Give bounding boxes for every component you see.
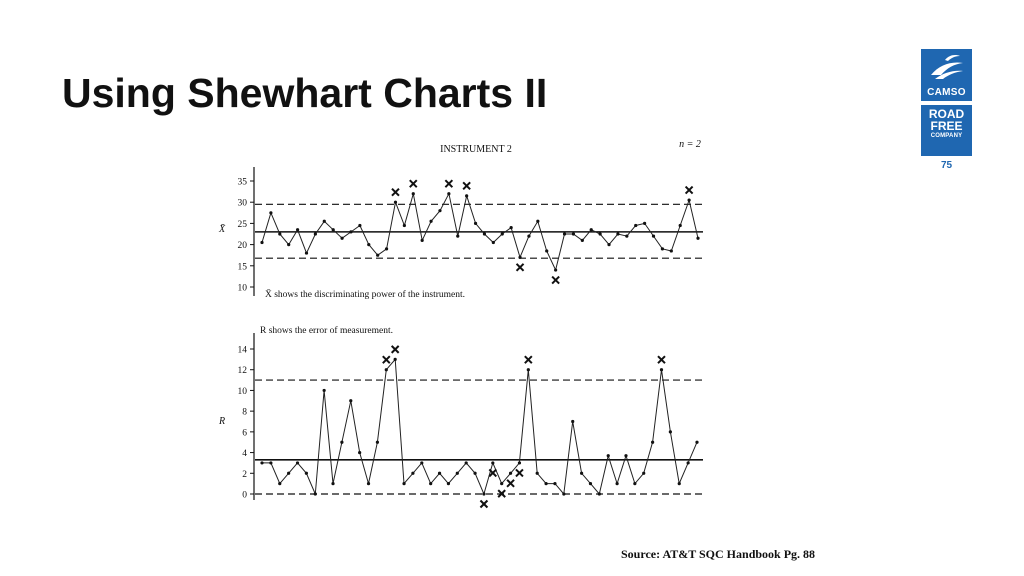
xbar-data-point — [456, 235, 459, 238]
xbar-annotation: X̄ shows the discriminating power of the instrument. — [265, 290, 465, 300]
xbar-chart — [218, 167, 703, 296]
range-data-point — [562, 492, 565, 495]
range-data-point — [669, 430, 672, 433]
xbar-data-point — [332, 228, 335, 231]
range-data-point — [482, 492, 485, 495]
xbar-data-point — [510, 226, 513, 229]
xbar-data-point — [563, 232, 566, 235]
xbar-data-point — [394, 201, 397, 204]
range-data-point — [473, 472, 476, 475]
range-data-point — [624, 454, 627, 457]
range-data-point — [518, 461, 521, 464]
range-data-point — [553, 482, 556, 485]
logo-line-free: FREE — [930, 119, 963, 133]
xbar-data-point — [501, 232, 504, 235]
range-out-of-control-mark — [507, 480, 514, 487]
xbar-data-point — [527, 235, 530, 238]
logo-line-company: COMPANY — [930, 133, 963, 139]
range-data-point — [420, 461, 423, 464]
range-data-point — [616, 482, 619, 485]
xbar-data-point — [349, 230, 352, 233]
range-data-point — [438, 472, 441, 475]
xbar-out-of-control-mark — [410, 180, 417, 187]
range-tick-label: 6 — [242, 428, 247, 439]
xbar-data-point — [260, 241, 263, 244]
xbar-data-point — [652, 235, 655, 238]
xbar-data-point — [358, 224, 361, 227]
xbar-out-of-control-mark — [463, 182, 470, 189]
xbar-out-of-control-mark — [445, 180, 452, 187]
range-data-point — [411, 472, 414, 475]
range-data-point — [544, 482, 547, 485]
range-out-of-control-mark — [516, 469, 523, 476]
source-citation: Source: AT&T SQC Handbook Pg. 88 — [621, 547, 816, 561]
range-out-of-control-mark — [658, 356, 665, 363]
xbar-out-of-control-mark — [392, 189, 399, 196]
range-data-point — [260, 461, 263, 464]
xbar-data-point — [696, 237, 699, 240]
range-data-point — [402, 482, 405, 485]
xbar-data-point — [305, 251, 308, 254]
xbar-data-point — [545, 249, 548, 252]
xbar-data-point — [465, 194, 468, 197]
range-data-point — [349, 399, 352, 402]
range-out-of-control-mark — [392, 346, 399, 353]
xbar-data-point — [688, 198, 691, 201]
xbar-data-point — [412, 192, 415, 195]
range-data-point — [385, 368, 388, 371]
xbar-data-point — [599, 232, 602, 235]
xbar-data-point — [634, 224, 637, 227]
range-out-of-control-mark — [480, 501, 487, 508]
xbar-data-point — [340, 237, 343, 240]
xbar-data-point — [572, 232, 575, 235]
range-data-point — [287, 472, 290, 475]
xbar-data-point — [607, 243, 610, 246]
xbar-data-point — [483, 232, 486, 235]
range-data-point — [695, 441, 698, 444]
range-data-point — [642, 472, 645, 475]
xbar-data-point — [492, 241, 495, 244]
xbar-data-point — [661, 247, 664, 250]
range-data-point — [571, 420, 574, 423]
range-data-point — [633, 482, 636, 485]
range-data-point — [376, 441, 379, 444]
range-out-of-control-mark — [525, 356, 532, 363]
range-data-point — [305, 472, 308, 475]
range-tick-label: 10 — [237, 386, 247, 397]
range-tick-label: 14 — [237, 345, 247, 356]
range-data-point — [580, 472, 583, 475]
xbar-tick-label: 15 — [237, 262, 247, 273]
xbar-data-point — [438, 209, 441, 212]
range-data-point — [589, 482, 592, 485]
xbar-data-point — [670, 249, 673, 252]
range-data-point — [536, 472, 539, 475]
range-out-of-control-mark — [383, 356, 390, 363]
slide-title: Using Shewhart Charts II — [62, 70, 548, 116]
range-data-point — [447, 482, 450, 485]
xbar-data-point — [536, 220, 539, 223]
range-data-point — [269, 461, 272, 464]
range-data-point — [296, 461, 299, 464]
xbar-data-point — [643, 222, 646, 225]
range-data-point — [323, 389, 326, 392]
xbar-data-point — [323, 220, 326, 223]
xbar-data-point — [403, 224, 406, 227]
xbar-tick-label: 10 — [237, 283, 247, 294]
range-data-point — [687, 461, 690, 464]
page-number: 75 — [940, 160, 953, 171]
xbar-data-point — [421, 239, 424, 242]
xbar-data-point — [296, 228, 299, 231]
range-tick-label: 12 — [237, 366, 247, 377]
xbar-data-point — [429, 220, 432, 223]
range-data-point — [678, 482, 681, 485]
xbar-data-point — [269, 211, 272, 214]
range-data-point — [429, 482, 432, 485]
xbar-tick-label: 20 — [237, 241, 247, 252]
xbar-tick-label: 25 — [237, 219, 247, 230]
xbar-tick-label: 35 — [237, 177, 247, 188]
xbar-data-point — [287, 243, 290, 246]
xbar-data-point — [554, 268, 557, 271]
xbar-data-point — [314, 232, 317, 235]
range-data-point — [358, 451, 361, 454]
range-tick-label: 0 — [242, 490, 247, 501]
range-data-point — [527, 368, 530, 371]
range-data-point — [394, 358, 397, 361]
xbar-data-point — [625, 235, 628, 238]
range-data-point — [340, 441, 343, 444]
xbar-out-of-control-mark — [552, 277, 559, 284]
xbar-data-point — [474, 222, 477, 225]
xbar-data-point — [518, 256, 521, 259]
range-data-point — [331, 482, 334, 485]
range-axis-label: R — [218, 416, 226, 427]
range-tick-label: 4 — [242, 449, 247, 460]
xbar-axis-label: X̄ — [218, 224, 226, 235]
range-data-point — [607, 454, 610, 457]
xbar-data-point — [581, 239, 584, 242]
xbar-data-point — [376, 254, 379, 257]
xbar-data-point — [385, 247, 388, 250]
camso-wordmark: CAMSO — [927, 87, 966, 98]
sample-size-note: n = 2 — [679, 139, 701, 150]
range-data-point — [367, 482, 370, 485]
chart-title: INSTRUMENT 2 — [440, 144, 512, 155]
range-data-point — [598, 492, 601, 495]
xbar-out-of-control-mark — [686, 187, 693, 194]
range-data-point — [278, 482, 281, 485]
range-data-point — [500, 482, 503, 485]
range-tick-label: 8 — [242, 407, 247, 418]
xbar-data-point — [447, 192, 450, 195]
range-chart — [218, 333, 703, 508]
range-data-point — [314, 492, 317, 495]
range-data-point — [651, 441, 654, 444]
xbar-data-point — [590, 228, 593, 231]
logo-line-road: ROAD — [928, 107, 965, 121]
range-data-point — [456, 472, 459, 475]
xbar-data-point — [616, 232, 619, 235]
range-data-point — [660, 368, 663, 371]
range-annotation: R shows the error of measurement. — [260, 326, 393, 336]
xbar-data-point — [367, 243, 370, 246]
range-data-point — [465, 461, 468, 464]
range-data-point — [509, 472, 512, 475]
range-tick-label: 2 — [242, 469, 247, 480]
xbar-data-point — [679, 224, 682, 227]
xbar-out-of-control-mark — [517, 264, 524, 271]
range-data-point — [491, 461, 494, 464]
xbar-tick-label: 30 — [237, 198, 247, 209]
xbar-data-point — [278, 232, 281, 235]
